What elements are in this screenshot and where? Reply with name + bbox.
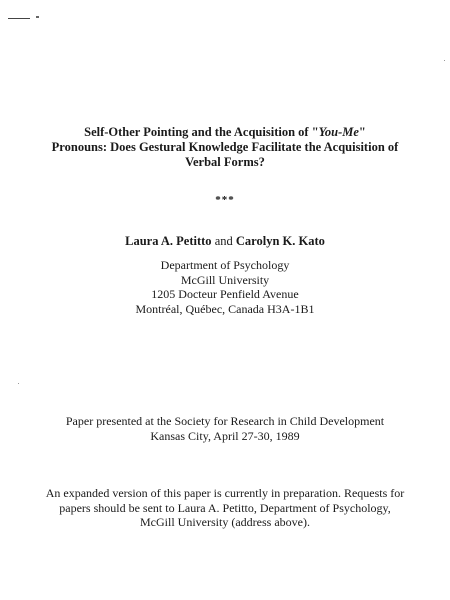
author-line <box>0 234 450 249</box>
scan-speck <box>444 60 445 61</box>
note-line-1: An expanded version of this paper is currently in preparation. Requests for <box>45 486 405 500</box>
availability-note <box>0 486 450 530</box>
note-line-2: papers should be sent to Laura A. Petitto, Department of Psychology, <box>59 500 391 515</box>
author-2: Carolyn K. Kato <box>235 234 325 248</box>
affiliation-street: 1205 Docteur Penfield Avenue <box>151 287 299 301</box>
presentation-venue: Paper presented at the Society for Research in Child Development <box>65 414 385 428</box>
scan-speck <box>18 383 19 384</box>
affiliation-department: Department of Psychology <box>160 258 290 272</box>
affiliation-university: McGill University <box>180 272 270 287</box>
author-1: Laura A. Petitto <box>125 234 212 248</box>
paper-title <box>0 125 450 170</box>
affiliation-city: Montréal, Québec, Canada H3A-1B1 <box>135 301 315 316</box>
scan-mark <box>36 16 39 18</box>
affiliation <box>0 258 450 316</box>
note-line-3: McGill University (address above). <box>140 515 310 529</box>
presentation-info <box>0 414 450 443</box>
title-line-2: Pronouns: Does Gestural Knowledge Facilitate the Acquisition of <box>51 140 399 154</box>
scan-mark <box>8 18 30 19</box>
presentation-place-date: Kansas City, April 27-30, 1989 <box>150 428 300 443</box>
section-separator: *** <box>215 194 235 206</box>
title-line-1: Self-Other Pointing and the Acquisition of "You-Me" <box>84 125 366 139</box>
author-conjunction: and <box>214 234 233 248</box>
title-line-3: Verbal Forms? <box>185 155 265 169</box>
title-italic-term: You-Me <box>318 125 359 139</box>
